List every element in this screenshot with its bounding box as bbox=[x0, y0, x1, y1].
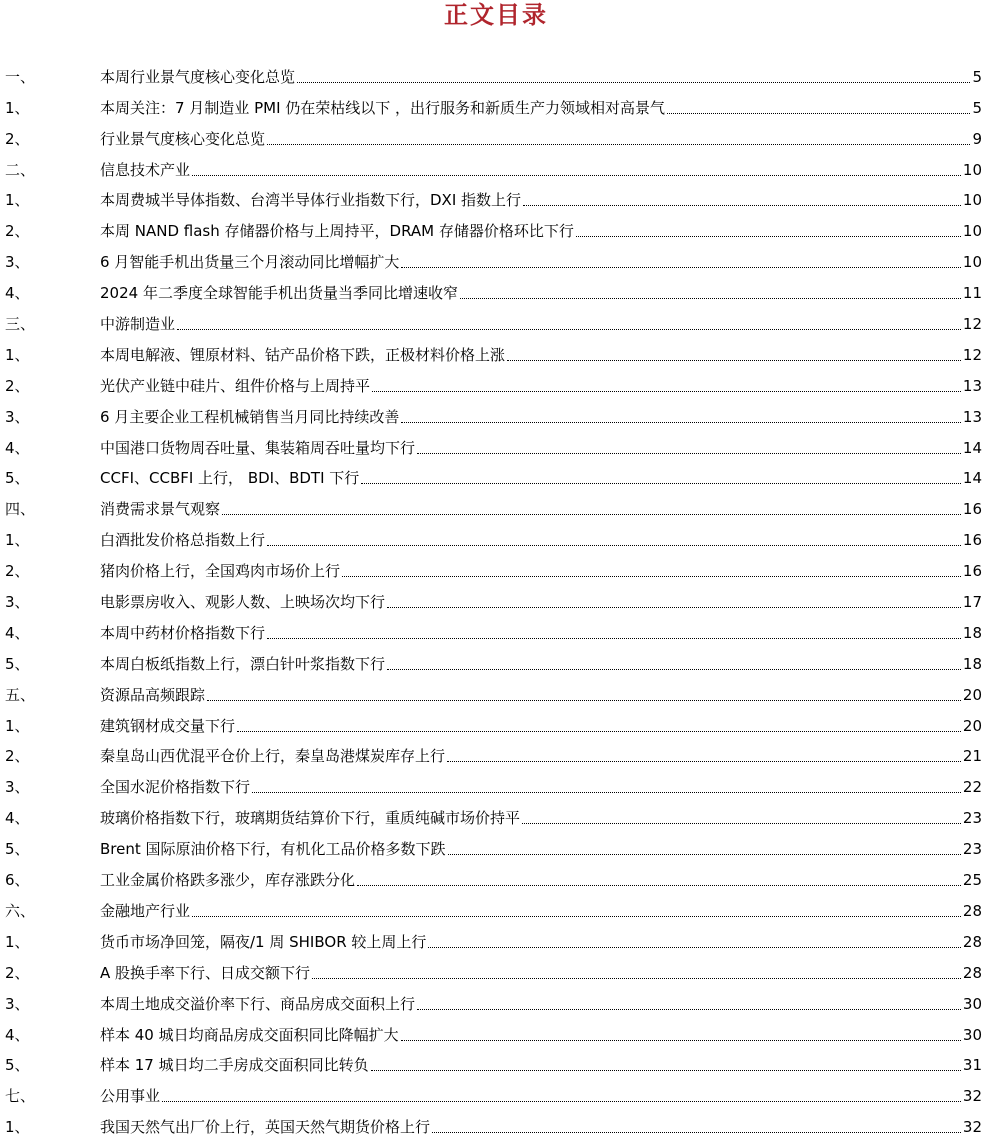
toc-entry-page-number[interactable]: 23 bbox=[962, 840, 982, 859]
toc-entry-number: 1、 bbox=[5, 932, 30, 951]
toc-entry-number: 1、 bbox=[5, 1118, 30, 1137]
toc-entry-page-number[interactable]: 18 bbox=[962, 623, 982, 642]
toc-dot-leader bbox=[177, 329, 961, 330]
toc-entry-page-number[interactable]: 12 bbox=[962, 345, 982, 364]
toc-entry-number: 1、 bbox=[5, 98, 30, 117]
toc-entry-number: 3、 bbox=[5, 407, 30, 426]
toc-entry[interactable] bbox=[0, 337, 982, 368]
toc-entry[interactable] bbox=[0, 1078, 982, 1109]
toc-dot-leader bbox=[401, 422, 961, 423]
toc-entry-page-number[interactable]: 12 bbox=[962, 315, 982, 334]
toc-dot-leader bbox=[417, 453, 961, 454]
toc-entry-number: 五、 bbox=[5, 685, 36, 704]
toc-dot-leader bbox=[401, 1040, 961, 1041]
toc-entry-page-number[interactable]: 30 bbox=[962, 994, 982, 1013]
toc-entry-title[interactable]: 电影票房收入、观影人数、上映场次均下行 bbox=[100, 593, 386, 612]
toc-entry-number: 七、 bbox=[5, 1087, 36, 1106]
toc-dot-leader bbox=[192, 175, 961, 176]
toc-entry-page-number[interactable]: 32 bbox=[962, 1118, 982, 1137]
document-title: 正文目录 bbox=[444, 0, 548, 29]
toc-dot-leader bbox=[507, 360, 961, 361]
toc-entry[interactable] bbox=[0, 800, 982, 831]
toc-dot-leader bbox=[222, 514, 961, 515]
toc-entry-title[interactable]: Brent 国际原油价格下行，有机化工品价格多数下跌 bbox=[100, 840, 446, 859]
toc-entry-number: 1、 bbox=[5, 531, 30, 550]
toc-dot-leader bbox=[432, 1132, 961, 1133]
toc-entry[interactable] bbox=[0, 1048, 982, 1079]
toc-entry[interactable] bbox=[0, 831, 982, 862]
toc-entry[interactable] bbox=[0, 1017, 982, 1048]
toc-entry-number: 三、 bbox=[5, 315, 36, 334]
toc-entry-number: 3、 bbox=[5, 253, 30, 272]
toc-entry-page-number[interactable]: 14 bbox=[962, 438, 982, 457]
toc-entry-number: 5、 bbox=[5, 469, 30, 488]
toc-dot-leader bbox=[428, 947, 961, 948]
toc-dot-leader bbox=[447, 761, 961, 762]
toc-entry-title[interactable]: 中国港口货物周吞吐量、集装箱周吞吐量均下行 bbox=[100, 438, 416, 457]
toc-entry-title[interactable]: 猪肉价格上行，全国鸡肉市场价上行 bbox=[100, 562, 341, 581]
toc-entry-title[interactable]: 本周土地成交溢价率下行、商品房成交面积上行 bbox=[100, 994, 416, 1013]
toc-entry[interactable] bbox=[0, 553, 982, 584]
toc-entry-page-number[interactable]: 31 bbox=[962, 1056, 982, 1075]
toc-entry-title[interactable]: 白酒批发价格总指数上行 bbox=[100, 531, 266, 550]
toc-entry-page-number[interactable]: 14 bbox=[962, 469, 982, 488]
toc-entry-title[interactable]: 本周电解液、锂原材料、钴产品价格下跌，正极材料价格上涨 bbox=[100, 345, 506, 364]
toc-entry[interactable] bbox=[0, 430, 982, 461]
toc-entry-page-number[interactable]: 20 bbox=[962, 685, 982, 704]
toc-entry-title[interactable]: 行业景气度核心变化总览 bbox=[100, 129, 266, 148]
toc-entry-number: 六、 bbox=[5, 901, 36, 920]
toc-entry-page-number[interactable]: 13 bbox=[962, 407, 982, 426]
toc-dot-leader bbox=[267, 545, 961, 546]
toc-entry-title[interactable]: 玻璃价格指数下行，玻璃期货结算价下行，重质纯碱市场价持平 bbox=[100, 809, 521, 828]
toc-dot-leader bbox=[342, 576, 961, 577]
toc-entry[interactable] bbox=[0, 461, 982, 492]
toc-entry-number: 2、 bbox=[5, 129, 30, 148]
toc-entry[interactable] bbox=[0, 615, 982, 646]
toc-dot-leader bbox=[162, 1101, 961, 1102]
toc-dot-leader bbox=[448, 854, 961, 855]
toc-entry-title[interactable]: 金融地产行业 bbox=[100, 901, 191, 920]
toc-dot-leader bbox=[297, 82, 970, 83]
toc-entry[interactable] bbox=[0, 677, 982, 708]
toc-entry-number: 2、 bbox=[5, 376, 30, 395]
toc-entry-page-number[interactable]: 9 bbox=[972, 129, 982, 148]
toc-entry[interactable] bbox=[0, 646, 982, 677]
toc-dot-leader bbox=[192, 916, 961, 917]
toc-entry-page-number[interactable]: 16 bbox=[962, 562, 982, 581]
toc-entry[interactable] bbox=[0, 399, 982, 430]
toc-dot-leader bbox=[576, 236, 961, 237]
toc-entry-page-number[interactable]: 10 bbox=[962, 222, 982, 241]
toc-entry[interactable] bbox=[0, 739, 982, 770]
toc-entry-number: 四、 bbox=[5, 500, 36, 519]
toc-entry-title[interactable]: CCFI、CCBFI 上行， BDI、BDTI 下行 bbox=[100, 469, 360, 488]
toc-entry[interactable] bbox=[0, 90, 982, 121]
toc-entry-title[interactable]: 中游制造业 bbox=[100, 315, 176, 334]
toc-entry-title[interactable]: 全国水泥价格指数下行 bbox=[100, 778, 251, 797]
toc-entry-number: 4、 bbox=[5, 284, 30, 303]
toc-entry-page-number[interactable]: 32 bbox=[962, 1087, 982, 1106]
toc-entry-page-number[interactable]: 5 bbox=[972, 67, 982, 86]
toc-entry[interactable] bbox=[0, 893, 982, 924]
toc-entry-page-number[interactable]: 30 bbox=[962, 1025, 982, 1044]
toc-dot-leader bbox=[387, 607, 961, 608]
toc-entry-title[interactable]: 我国天然气出厂价上行，英国天然气期货价格上行 bbox=[100, 1118, 431, 1137]
toc-entry-title[interactable]: 本周白板纸指数上行，漂白针叶浆指数下行 bbox=[100, 654, 386, 673]
toc-entry-number: 2、 bbox=[5, 222, 30, 241]
toc-entry-title[interactable]: 建筑钢材成交量下行 bbox=[100, 716, 236, 735]
toc-entry[interactable] bbox=[0, 152, 982, 183]
toc-entry[interactable] bbox=[0, 306, 982, 337]
toc-entry-title[interactable]: 样本 40 城日均商品房成交面积同比降幅扩大 bbox=[100, 1025, 399, 1044]
toc-entry-title[interactable]: 货币市场净回笼，隔夜/1 周 SHIBOR 较上周上行 bbox=[100, 932, 427, 951]
toc-entry-number: 一、 bbox=[5, 67, 36, 86]
toc-entry[interactable] bbox=[0, 769, 982, 800]
toc-entry[interactable] bbox=[0, 213, 982, 244]
toc-entry[interactable] bbox=[0, 275, 982, 306]
toc-entry-title[interactable]: 公用事业 bbox=[100, 1087, 161, 1106]
toc-dot-leader bbox=[267, 638, 961, 639]
toc-entry-number: 1、 bbox=[5, 191, 30, 210]
toc-entry-title[interactable]: 本周 NAND flash 存储器价格与上周持平，DRAM 存储器价格环比下行 bbox=[100, 222, 574, 241]
toc-entry-title[interactable]: 本周关注：7 月制造业 PMI 仍在荣枯线以下 ，出行服务和新质生产力领域相对高景气 bbox=[100, 98, 666, 117]
toc-entry-page-number[interactable]: 10 bbox=[962, 253, 982, 272]
toc-entry[interactable] bbox=[0, 491, 982, 522]
toc-dot-leader bbox=[522, 823, 961, 824]
toc-entry-title[interactable]: 消费需求景气观察 bbox=[100, 500, 221, 519]
table-of-contents bbox=[0, 59, 982, 1140]
toc-entry-page-number[interactable]: 28 bbox=[962, 932, 982, 951]
toc-entry-page-number[interactable]: 5 bbox=[972, 98, 982, 117]
toc-entry[interactable] bbox=[0, 1109, 982, 1140]
toc-entry[interactable] bbox=[0, 59, 982, 90]
toc-entry-number: 2、 bbox=[5, 963, 30, 982]
toc-entry-page-number[interactable]: 18 bbox=[962, 654, 982, 673]
toc-dot-leader bbox=[252, 792, 961, 793]
toc-entry-page-number[interactable]: 16 bbox=[962, 500, 982, 519]
toc-entry[interactable] bbox=[0, 924, 982, 955]
toc-entry-title[interactable]: 2024 年二季度全球智能手机出货量当季同比增速收窄 bbox=[100, 284, 458, 303]
toc-dot-leader bbox=[312, 978, 961, 979]
toc-entry-title[interactable]: 本周中药材价格指数下行 bbox=[100, 623, 266, 642]
toc-entry-page-number[interactable]: 28 bbox=[962, 901, 982, 920]
toc-entry-number: 3、 bbox=[5, 778, 30, 797]
toc-dot-leader bbox=[401, 267, 961, 268]
toc-entry-page-number[interactable]: 16 bbox=[962, 531, 982, 550]
toc-entry-page-number[interactable]: 20 bbox=[962, 716, 982, 735]
toc-entry-title[interactable]: 资源品高频跟踪 bbox=[100, 685, 206, 704]
toc-entry-number: 4、 bbox=[5, 1025, 30, 1044]
toc-entry-number: 2、 bbox=[5, 562, 30, 581]
toc-dot-leader bbox=[667, 113, 970, 114]
toc-dot-leader bbox=[207, 700, 961, 701]
toc-entry-title[interactable]: 光伏产业链中硅片、组件价格与上周持平 bbox=[100, 376, 371, 395]
toc-entry-title[interactable]: A 股换手率下行、日成交额下行 bbox=[100, 963, 311, 982]
toc-entry-number: 6、 bbox=[5, 871, 30, 890]
toc-dot-leader bbox=[237, 731, 961, 732]
toc-entry-number: 5、 bbox=[5, 654, 30, 673]
toc-entry-number: 3、 bbox=[5, 593, 30, 612]
toc-entry-page-number[interactable]: 17 bbox=[962, 593, 982, 612]
toc-entry-title[interactable]: 信息技术产业 bbox=[100, 160, 191, 179]
toc-entry-number: 4、 bbox=[5, 438, 30, 457]
toc-dot-leader bbox=[371, 1070, 961, 1071]
toc-entry[interactable] bbox=[0, 584, 982, 615]
toc-entry-page-number[interactable]: 11 bbox=[962, 284, 982, 303]
toc-entry-page-number[interactable]: 25 bbox=[962, 871, 982, 890]
toc-entry[interactable] bbox=[0, 368, 982, 399]
toc-entry[interactable] bbox=[0, 244, 982, 275]
toc-entry[interactable] bbox=[0, 183, 982, 214]
toc-entry-number: 5、 bbox=[5, 1056, 30, 1075]
toc-entry-page-number[interactable]: 10 bbox=[962, 160, 982, 179]
toc-dot-leader bbox=[361, 483, 961, 484]
toc-entry[interactable] bbox=[0, 862, 982, 893]
toc-entry-title[interactable]: 本周行业景气度核心变化总览 bbox=[100, 67, 296, 86]
toc-entry-number: 1、 bbox=[5, 716, 30, 735]
toc-entry-title[interactable]: 工业金属价格跌多涨少，库存涨跌分化 bbox=[100, 871, 356, 890]
toc-entry-title[interactable]: 6 月智能手机出货量三个月滚动同比增幅扩大 bbox=[100, 253, 400, 272]
toc-entry-number: 4、 bbox=[5, 623, 30, 642]
toc-dot-leader bbox=[357, 885, 961, 886]
toc-entry[interactable] bbox=[0, 121, 982, 152]
toc-entry-title[interactable]: 秦皇岛山西优混平仓价上行，秦皇岛港煤炭库存上行 bbox=[100, 747, 446, 766]
toc-entry-number: 3、 bbox=[5, 994, 30, 1013]
toc-dot-leader bbox=[460, 298, 961, 299]
toc-entry-title[interactable]: 6 月主要企业工程机械销售当月同比持续改善 bbox=[100, 407, 400, 426]
toc-entry-page-number[interactable]: 28 bbox=[962, 963, 982, 982]
toc-entry-page-number[interactable]: 13 bbox=[962, 376, 982, 395]
toc-entry-page-number[interactable]: 22 bbox=[962, 778, 982, 797]
toc-entry[interactable] bbox=[0, 522, 982, 553]
toc-entry[interactable] bbox=[0, 708, 982, 739]
toc-entry-number: 1、 bbox=[5, 345, 30, 364]
toc-entry-number: 4、 bbox=[5, 809, 30, 828]
toc-dot-leader bbox=[523, 205, 961, 206]
toc-entry-page-number[interactable]: 21 bbox=[962, 747, 982, 766]
toc-dot-leader bbox=[387, 669, 961, 670]
toc-entry-number: 二、 bbox=[5, 160, 36, 179]
toc-entry[interactable] bbox=[0, 955, 982, 986]
toc-entry-title[interactable]: 样本 17 城日均二手房成交面积同比转负 bbox=[100, 1056, 369, 1075]
toc-entry-number: 2、 bbox=[5, 747, 30, 766]
toc-entry-page-number[interactable]: 23 bbox=[962, 809, 982, 828]
toc-dot-leader bbox=[417, 1009, 961, 1010]
toc-entry[interactable] bbox=[0, 986, 982, 1017]
toc-dot-leader bbox=[267, 144, 970, 145]
toc-entry-page-number[interactable]: 10 bbox=[962, 191, 982, 210]
toc-entry-title[interactable]: 本周费城半导体指数、台湾半导体行业指数下行，DXI 指数上行 bbox=[100, 191, 522, 210]
toc-dot-leader bbox=[372, 391, 961, 392]
toc-entry-number: 5、 bbox=[5, 840, 30, 859]
